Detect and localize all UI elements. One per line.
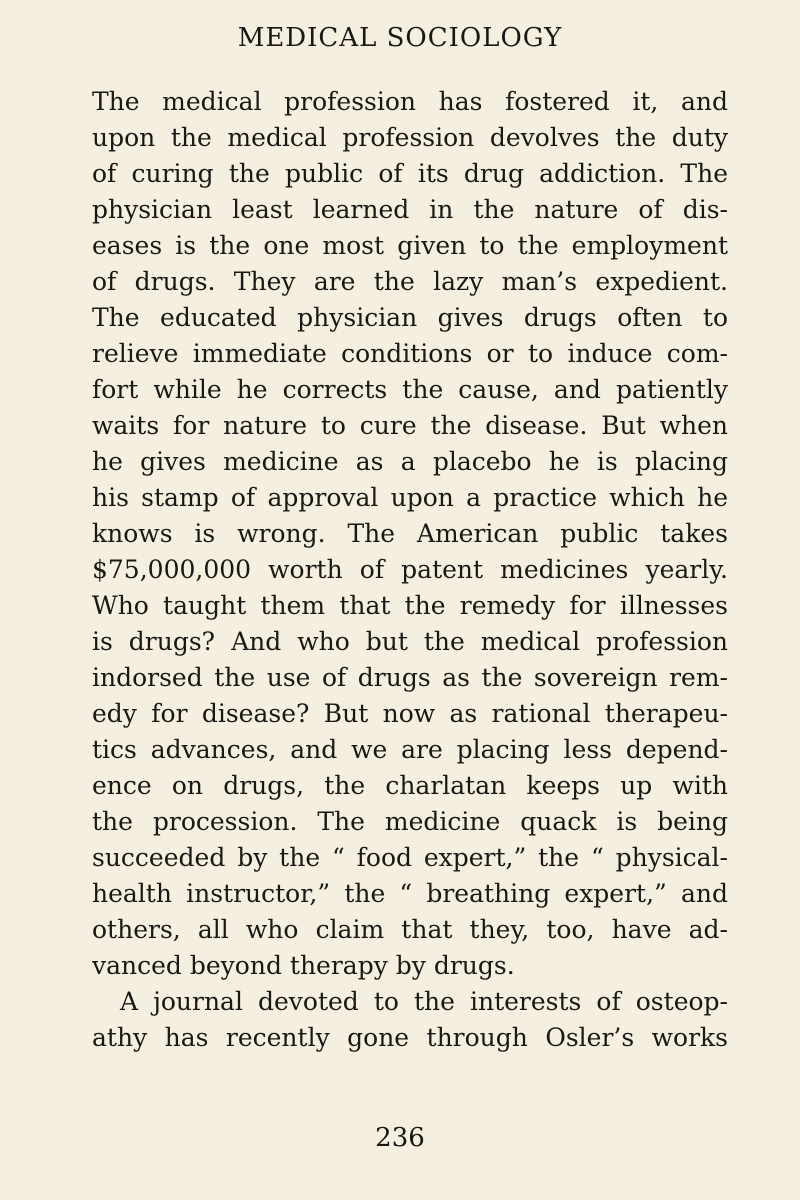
text-line: knows is wrong. The American public takes <box>92 519 728 548</box>
text-line: his stamp of approval upon a practice which he <box>92 483 728 512</box>
text-line: indorsed the use of drugs as the sovereign rem- <box>92 663 728 692</box>
text-line: health instructor,” the “ breathing expert,” and <box>92 879 728 908</box>
body-text <box>92 84 728 1056</box>
text-line: The educated physician gives drugs often to <box>92 303 728 332</box>
text-line: the procession. The medicine quack is being <box>92 807 728 836</box>
text-line: others, all who claim that they, too, have ad- <box>92 915 728 944</box>
text-line: relieve immediate conditions or to induce com- <box>92 339 728 368</box>
text-line: ence on drugs, the charlatan keeps up with <box>92 771 728 800</box>
text-line: eases is the one most given to the employment <box>92 231 728 260</box>
text-line: A journal devoted to the interests of osteop- <box>120 987 728 1016</box>
text-line: physician least learned in the nature of dis- <box>92 195 728 224</box>
text-line: Who taught them that the remedy for illnesses <box>92 591 728 620</box>
text-line: is drugs? And who but the medical profession <box>92 627 728 656</box>
text-line: tics advances, and we are placing less depend- <box>92 735 728 764</box>
text-line: The medical profession has fostered it, and <box>92 87 728 116</box>
running-head: MEDICAL SOCIOLOGY <box>237 23 563 53</box>
text-line: he gives medicine as a placebo he is placing <box>92 447 728 476</box>
text-line: athy has recently gone through Osler’s works <box>92 1023 728 1052</box>
text-line: edy for disease? But now as rational therapeu- <box>92 699 728 728</box>
text-line: of curing the public of its drug addiction. The <box>92 159 728 188</box>
text-line: succeeded by the “ food expert,” the “ physical- <box>92 843 728 872</box>
text-line: waits for nature to cure the disease. But when <box>92 411 728 440</box>
page-number: 236 <box>375 1123 425 1153</box>
text-line: $75,000,000 worth of patent medicines yearly. <box>92 555 728 584</box>
text-line: upon the medical profession devolves the duty <box>92 123 728 152</box>
text-line: vanced beyond therapy by drugs. <box>92 951 515 980</box>
text-line: fort while he corrects the cause, and patiently <box>92 375 728 404</box>
text-line: of drugs. They are the lazy man’s expedient. <box>92 267 728 296</box>
